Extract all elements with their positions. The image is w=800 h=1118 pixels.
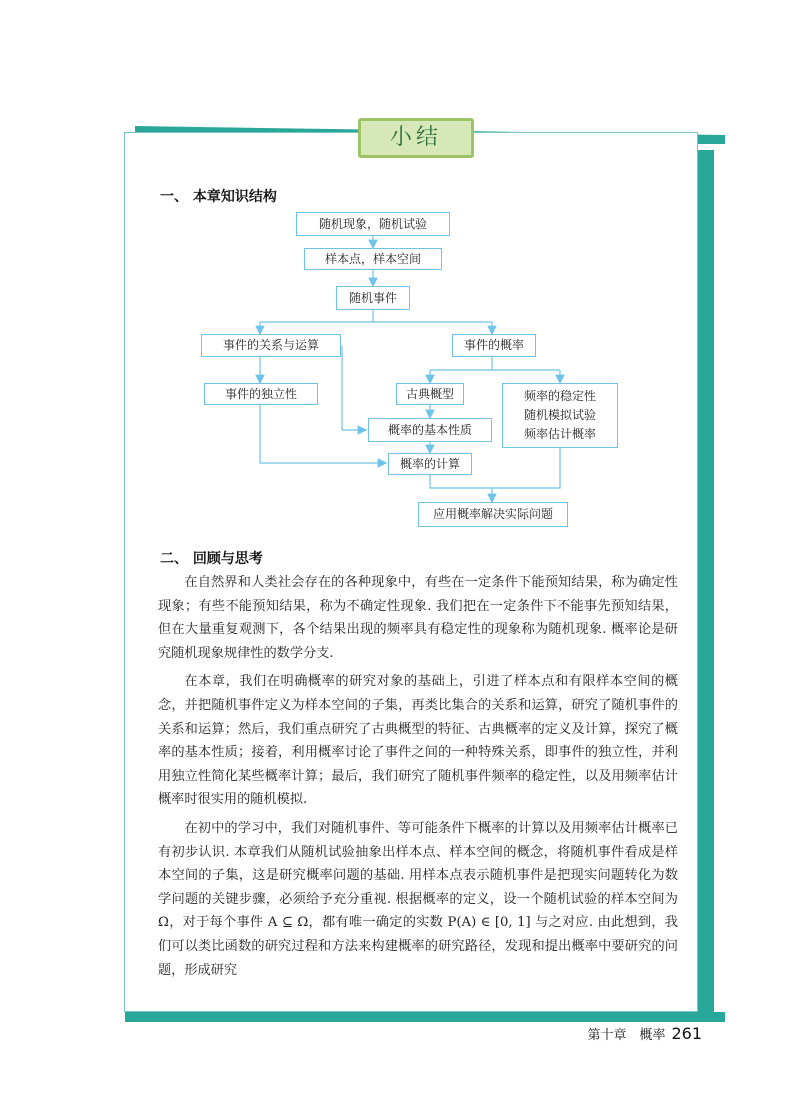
flow-node-basic-properties: 概率的基本性质 <box>368 418 492 442</box>
flow-node-event-relations: 事件的关系与运算 <box>201 334 341 357</box>
flow-node-independence: 事件的独立性 <box>204 383 318 405</box>
page-footer <box>587 1024 702 1043</box>
paragraph-2: 在本章，我们在明确概率的研究对象的基础上，引进了样本点和有限样本空间的概念，并把随机事件定义为样本空间的子集，再类比集合的关系和运算，研究了随机事件的关系和运算；然后，我们重点研究了古典概型的特征、古典概率的定义及计算，探究了概率的基本性质；接着，利用概率讨论了事件之间的一种特殊关系，即事件的独立性，并利用独立性简化某些概率计算；最后，我们研究了随机事件频率的稳定性，以及用频率估计概率时很实用的随机模拟. <box>158 674 678 808</box>
flow-node-apply-probability: 应用概率解决实际问题 <box>418 502 568 527</box>
paragraph-3: 在初中的学习中，我们对随机事件、等可能条件下概率的计算以及用频率估计概率已有初步认识. 本章我们从随机试验抽象出样本点、样本空间的概念，将随机事件看成是样本空间的子集，这是研究概率问题的基础. 用样本点表示随机事件是把现实问题转化为数学问题的关键步骤，必须给予充分重视. 根据概率的定义，设一个随机试验的样本空间为 Ω，对于每个事件 A ⊆ Ω，都有唯一确定的实数 P(A) ∈ [0, 1] 与之对应. 由此想到，我们可以类比函数的研究过程和方法来构建概率的研究路径，发现和提出概率中要研究的问题，形成研究 <box>158 820 678 978</box>
section-heading-review: 二、 回顾与思考 <box>160 551 263 567</box>
paragraph-1: 在自然界和人类社会存在的各种现象中，有些在一定条件下能预知结果，称为确定性现象；有些不能预知结果，称为不确定性现象. 我们把在一定条件下不能事先预知结果，但在大量重复观测下，各个结果出现的频率具有稳定性的现象称为随机现象. 概率论是研究随机现象规律性的数学分支. <box>158 575 678 661</box>
page-title: 小结 <box>358 118 474 158</box>
flow-node-random-phenomenon: 随机现象，随机试验 <box>296 212 450 236</box>
flow-node-event-probability: 事件的概率 <box>452 334 536 357</box>
decorative-teal-bottom-bar <box>125 1012 725 1022</box>
flow-node-classical-model: 古典概型 <box>396 383 464 405</box>
flow-node-frequency-stability: 频率的稳定性 随机模拟试验 频率估计概率 <box>502 383 618 448</box>
review-text <box>158 571 678 982</box>
page-number: 261 <box>671 1024 702 1043</box>
chapter-label: 第十章 概率 <box>587 1028 666 1043</box>
section-heading-knowledge-structure: 一、 本章知识结构 <box>160 189 277 205</box>
flow-node-probability-calculation: 概率的计算 <box>388 453 472 475</box>
flow-node-sample-space: 样本点，样本空间 <box>304 248 442 270</box>
flow-node-random-event: 随机事件 <box>336 286 410 310</box>
